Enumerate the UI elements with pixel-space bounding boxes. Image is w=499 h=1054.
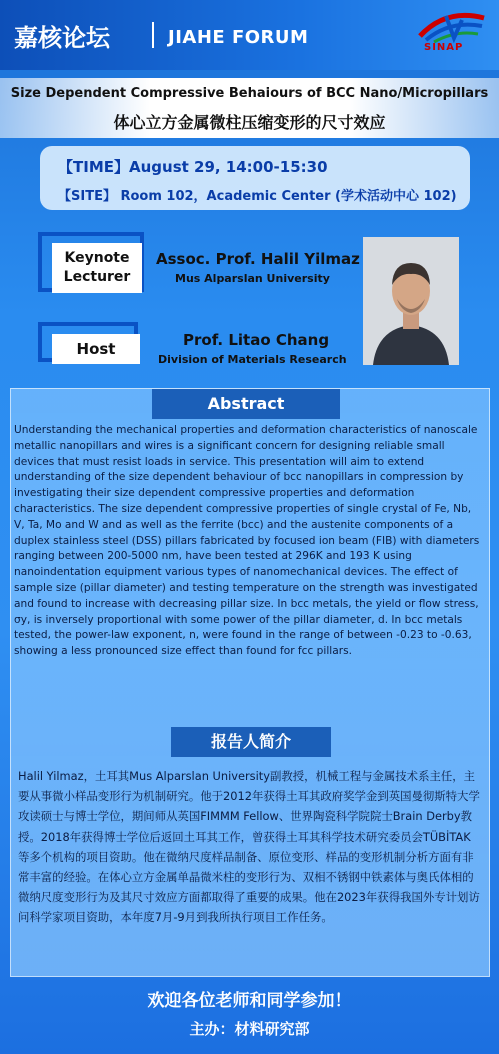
organizer-line: 主办：材料研究部 [189,1020,310,1038]
site-line: 【SITE】 Room 102，Academic Center (学术活动中心 102) [58,189,457,204]
bio-text: Halil Yilmaz，土耳其Mus Alparslan University副教授，机械工程与金属技术系主任，主要从事微小样品变形行为机制研究。他于2012年获得土耳其政府奖学金到英国曼彻斯特大学攻读硕士与博士学位，期间师从英国FIMMM Fellow、世界陶瓷科学院院士Brain Derby教授。2018年获得博士学位后返回土耳其工作，曾获得土耳其科学技术研究委员会TÜBİTAK等多个机构的项目资助。他在微纳尺度样品制备、原位变形、样品的变形机制分析方面有非常丰富的经验。在体心立方金属单晶微米柱的变形行为、双相不锈钢中铁素体与奥氏体相的微纳尺度变形行为及其尺寸效应方面都取得了重要的成果。他在2023年获得我国外专计划访问科学家项目资助，本年度7月-9月到我所执行项目工作任务。 [18,769,480,925]
bio-heading: 报告人简介 [171,727,331,757]
host-name: Prof. Litao Chang [183,331,330,349]
logo-text: SINAP [424,42,464,53]
speaker-photo [363,237,459,365]
talk-title-cn: 体心立方金属微柱压缩变形的尺寸效应 [113,113,386,132]
abstract-heading: Abstract [152,389,340,419]
keynote-name: Assoc. Prof. Halil Yilmaz [156,250,360,268]
keynote-label: Keynote Lecturer [52,243,142,293]
forum-subtitle: JIAHE FORUM [168,27,309,48]
welcome-message: 欢迎各位老师和同学参加！ [147,991,352,1011]
speaker-portrait-icon [363,237,459,365]
talk-title-en: Size Dependent Compressive Behaiours of BCC Nano/Micropillars [10,86,489,101]
host-affiliation: Division of Materials Research [158,353,347,366]
forum-title: 嘉核论坛 [14,24,110,52]
time-line: 【TIME】August 29, 14:00-15:30 [58,158,328,176]
abstract-text: Understanding the mechanical properties and deformation characteristics of nanoscale metallic nanopillars and wires is a significant concern for designing reliable small devices that must resist loads in service. This presentation will aim to extend understanding of the size dependent behaviour of bcc nanopillars in compression by investigating their size dependent compressive properties and deformation characteristics. The size dependent compressive properties of single crystal of Fe, Nb, V, Ta, Mo and W and as well as the ferrite (bcc) and the austenite components of a duplex stainless steel (DSS) pillars fabricated by focused ion beam (FIB) with diameters ranging between 200-5000 nm, have been tested at 296K and 193 K using nanoindentation equipment various types of nanomechanical devices. The effect of sample size (pillar diameter) and testing temperature on the strength was investigated and found to increase with decreasing pillar size. In bcc metals, the yield or flow stress, σy, is inversely proportional with some power of the pillar diameter, d. In bcc metals tested, the power-law exponent, n, were found in the range of between -0.23 to -0.63, showing a less pronounced size effect than found for fcc pillars. [14,424,480,658]
host-label: Host [52,334,140,364]
keynote-affiliation: Mus Alparslan University [175,272,330,285]
header-divider [152,22,154,48]
